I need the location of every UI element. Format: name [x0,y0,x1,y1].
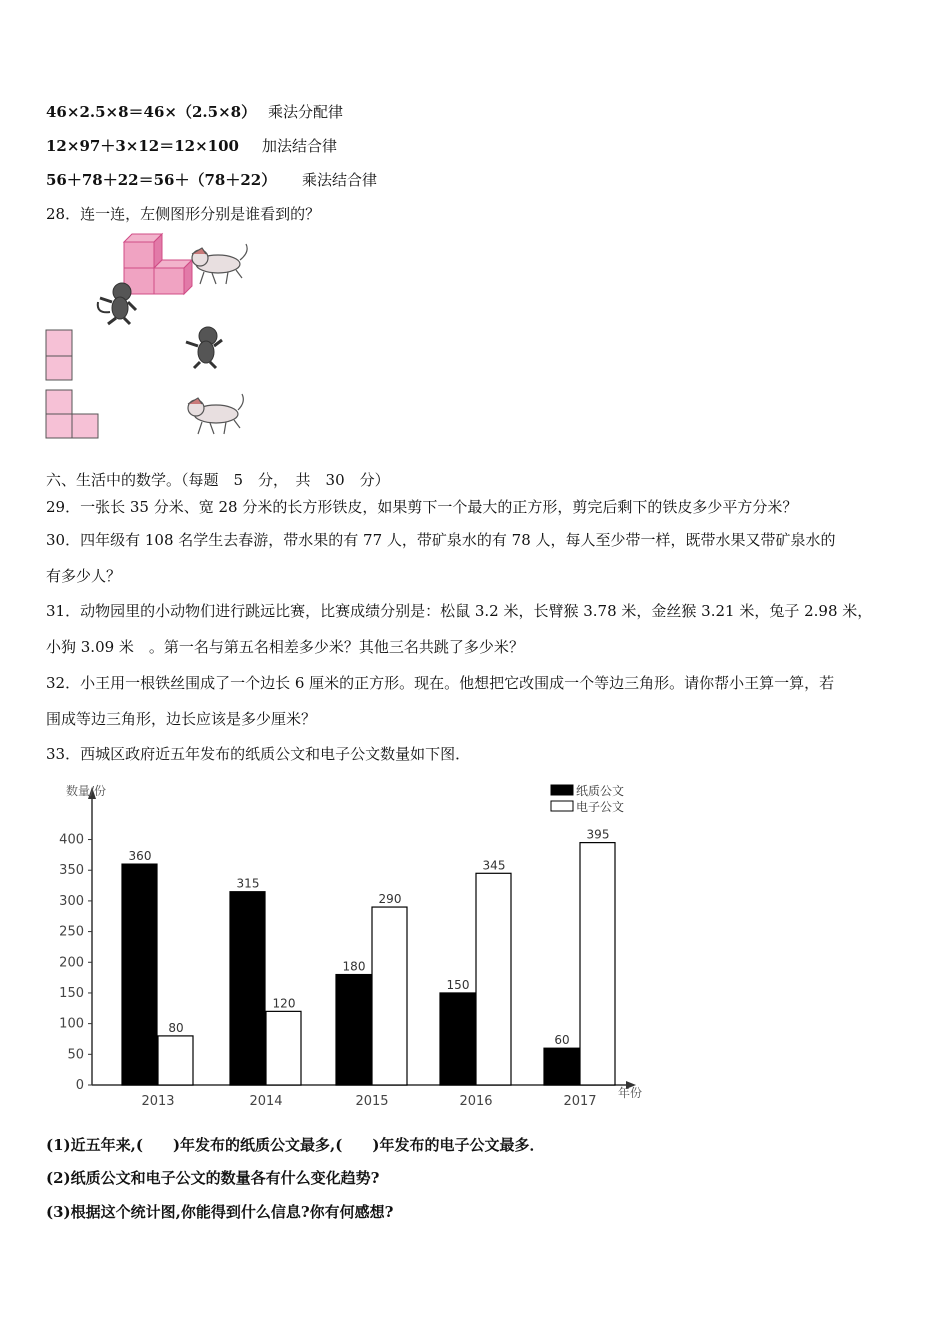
bar-paper [440,993,475,1085]
bar-electronic [372,907,407,1085]
y-tick-label: 200 [59,955,84,971]
x-tick-label: 2013 [141,1094,175,1109]
y-tick-label: 50 [67,1047,84,1063]
bar-electronic [158,1036,193,1085]
sub-question-1: (1)近五年来,( )年发布的纸质公文最多,( )年发布的电子公文最多． [46,1136,545,1154]
legend-swatch [551,785,573,795]
section-6-heading: 六、生活中的数学。（每题 5 分， 共 30 分） [46,471,390,489]
bar-paper [544,1048,579,1085]
law-equation-3: 56＋78＋22＝56＋（78＋22） [46,171,277,189]
x-tick-label: 2015 [355,1094,389,1109]
y-tick-label: 350 [59,863,84,879]
law-name-1: 乘法分配律 [268,103,344,121]
question-31-line-1: 31．动物园里的小动物们进行跳远比赛，比赛成绩分别是：松鼠 3.2 米，长臂猴 3.78 米，金丝猴 3.21 米，兔子 2.98 米， [46,602,873,620]
two-square-column-shape [46,330,72,380]
y-tick-label: 300 [59,893,84,909]
question-30-line-2: 有多少人？ [46,567,122,585]
bar-electronic [266,1011,301,1085]
bar-paper [230,892,265,1085]
x-tick-label: 2014 [249,1094,283,1109]
bar-paper [336,975,371,1085]
document-bar-chart [46,775,656,1115]
data-label: 315 [236,876,260,891]
x-axis-title: 年份 [618,1086,643,1100]
y-tick-label: 250 [59,924,84,940]
question-32-line-2: 围成等边三角形，边长应该是多少厘米？ [46,710,317,728]
question-30-line-1: 30．四年级有 108 名学生去春游，带水果的有 77 人，带矿泉水的有 78 人，每人至少带一样，既带水果又带矿泉水的 [46,531,836,549]
legend-label: 纸质公文 [576,784,625,798]
y-tick-label: 400 [59,832,84,848]
question-28: 28．连一连，左侧图形分别是谁看到的？ [46,205,321,223]
law-name-2: 加法结合律 [262,137,338,155]
sub-question-2: (2)纸质公文和电子公文的数量各有什么变化趋势? [46,1169,380,1187]
legend-swatch [551,801,573,811]
data-label: 120 [272,996,296,1011]
y-tick-label: 100 [59,1016,84,1032]
data-label: 345 [482,858,506,873]
law-equation-1: 46×2.5×8＝46×（2.5×8） [46,103,257,121]
y-tick-label: 150 [59,985,84,1001]
question-29: 29．一张长 35 分米、宽 28 分米的长方形铁皮，如果剪下一个最大的正方形，剪完后剩下的铁皮多少平方分米？ [46,498,798,516]
dog-icon [188,394,243,434]
question-32-line-1: 32．小王用一根铁丝围成了一个边长 6 厘米的正方形。现在。他想把它改围成一个等边三角形。请你帮小王算一算，若 [46,674,835,692]
monkey-icon [186,327,222,368]
data-label: 60 [554,1033,570,1048]
y-axis-title: 数量/份 [66,784,107,798]
bar-electronic [476,873,511,1085]
question-33: 33．西城区政府近五年发布的纸质公文和电子公文数量如下图． [46,745,471,763]
bar-electronic [580,843,615,1085]
pink-cube-stack [124,234,192,294]
monkey-icon [98,283,136,324]
l-shape-squares [46,390,98,438]
data-label: 180 [342,959,366,974]
sub-question-3: (3)根据这个统计图,你能得到什么信息?你有何感想? [46,1203,394,1221]
data-label: 360 [128,849,152,864]
bar-paper [122,864,157,1085]
law-equation-2: 12×97＋3×12＝12×100 [46,137,239,155]
data-label: 150 [446,977,470,992]
data-label: 395 [586,827,610,842]
x-tick-label: 2016 [459,1094,493,1109]
q28-figures [40,228,270,448]
data-label: 80 [168,1020,184,1035]
question-31-line-2: 小狗 3.09 米 。第一名与第五名相差多少米？其他三名共跳了多少米？ [46,638,524,656]
legend-label: 电子公文 [576,800,625,814]
y-tick-label: 0 [75,1078,84,1093]
data-label: 290 [378,892,402,907]
dog-icon [192,244,247,284]
x-tick-label: 2017 [563,1094,597,1109]
law-name-3: 乘法结合律 [302,171,378,189]
